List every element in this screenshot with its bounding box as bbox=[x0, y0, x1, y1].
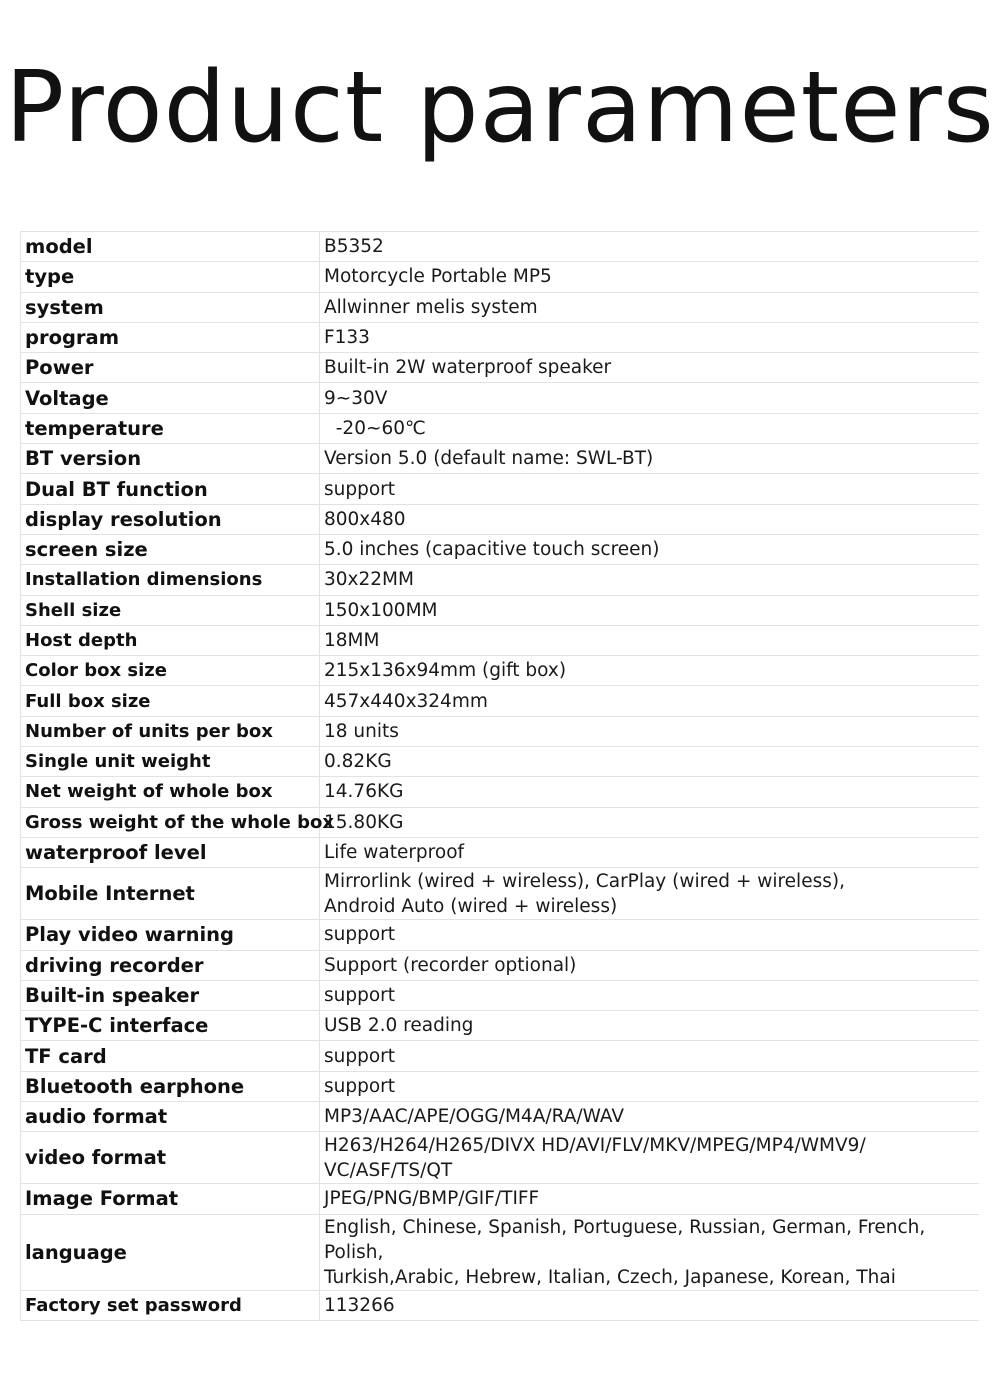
param-label: Net weight of whole box bbox=[21, 777, 320, 807]
table-row bbox=[21, 1184, 979, 1214]
param-value: JPEG/PNG/BMP/GIF/TIFF bbox=[320, 1184, 979, 1214]
param-value: 9~30V bbox=[320, 383, 979, 413]
table-row bbox=[21, 716, 979, 746]
param-label: Installation dimensions bbox=[21, 565, 320, 595]
table-row bbox=[21, 504, 979, 534]
param-value: 14.76KG bbox=[320, 777, 979, 807]
param-value: 18MM bbox=[320, 625, 979, 655]
param-value: 113266 bbox=[320, 1290, 979, 1320]
param-label: Power bbox=[21, 353, 320, 383]
parameters-table bbox=[20, 231, 979, 1321]
table-row bbox=[21, 322, 979, 352]
param-value: Built-in 2W waterproof speaker bbox=[320, 353, 979, 383]
param-value: USB 2.0 reading bbox=[320, 1011, 979, 1041]
param-value: 800x480 bbox=[320, 504, 979, 534]
table-row bbox=[21, 1102, 979, 1132]
param-value: support bbox=[320, 920, 979, 950]
param-label: Voltage bbox=[21, 383, 320, 413]
param-value-line: H263/H264/H265/DIVX HD/AVI/FLV/MKV/MPEG/MP4/WMV9/ bbox=[324, 1134, 866, 1156]
table-row bbox=[21, 413, 979, 443]
table-row bbox=[21, 595, 979, 625]
table-row bbox=[21, 1214, 979, 1290]
param-label: Built-in speaker bbox=[21, 980, 320, 1010]
param-value: 457x440x324mm bbox=[320, 686, 979, 716]
param-label: Factory set password bbox=[21, 1290, 320, 1320]
param-value: support bbox=[320, 1071, 979, 1101]
param-value: Allwinner melis system bbox=[320, 292, 979, 322]
page-title: Product parameters bbox=[5, 51, 995, 165]
table-row bbox=[21, 920, 979, 950]
param-value bbox=[320, 1214, 979, 1290]
param-label: Shell size bbox=[21, 595, 320, 625]
param-label: BT version bbox=[21, 444, 320, 474]
param-label: type bbox=[21, 262, 320, 292]
table-row bbox=[21, 747, 979, 777]
param-value-line: Turkish,Arabic, Hebrew, Italian, Czech, Japanese, Korean, Thai bbox=[324, 1266, 896, 1288]
param-label: Dual BT function bbox=[21, 474, 320, 504]
table-row bbox=[21, 232, 979, 262]
param-value: 15.80KG bbox=[320, 807, 979, 837]
param-value-line: Mirrorlink (wired + wireless), CarPlay (wired + wireless), bbox=[324, 870, 845, 892]
table-row bbox=[21, 625, 979, 655]
param-value: support bbox=[320, 1041, 979, 1071]
table-row bbox=[21, 1132, 979, 1184]
param-value: MP3/AAC/APE/OGG/M4A/RA/WAV bbox=[320, 1102, 979, 1132]
table-row bbox=[21, 807, 979, 837]
param-label: system bbox=[21, 292, 320, 322]
param-value bbox=[320, 1132, 979, 1184]
param-value: 18 units bbox=[320, 716, 979, 746]
table-row bbox=[21, 950, 979, 980]
param-label: TF card bbox=[21, 1041, 320, 1071]
param-label: Single unit weight bbox=[21, 747, 320, 777]
table-row bbox=[21, 565, 979, 595]
param-value: B5352 bbox=[320, 232, 979, 262]
param-value: 5.0 inches (capacitive touch screen) bbox=[320, 534, 979, 564]
table-row bbox=[21, 353, 979, 383]
param-value: Version 5.0 (default name: SWL-BT) bbox=[320, 444, 979, 474]
param-label: driving recorder bbox=[21, 950, 320, 980]
param-label: video format bbox=[21, 1132, 320, 1184]
param-label: audio format bbox=[21, 1102, 320, 1132]
table-row bbox=[21, 1071, 979, 1101]
table-row bbox=[21, 1290, 979, 1320]
table-row bbox=[21, 686, 979, 716]
table-row bbox=[21, 656, 979, 686]
param-label: Color box size bbox=[21, 656, 320, 686]
param-value: 30x22MM bbox=[320, 565, 979, 595]
param-label: program bbox=[21, 322, 320, 352]
param-value: Life waterproof bbox=[320, 837, 979, 867]
param-label: language bbox=[21, 1214, 320, 1290]
table-row bbox=[21, 444, 979, 474]
table-row bbox=[21, 980, 979, 1010]
param-value-line: English, Chinese, Spanish, Portuguese, Russian, German, French, Polish, bbox=[324, 1216, 926, 1263]
table-row bbox=[21, 837, 979, 867]
param-value: F133 bbox=[320, 322, 979, 352]
param-label: Gross weight of the whole box bbox=[21, 807, 320, 837]
table-row bbox=[21, 474, 979, 504]
param-label: display resolution bbox=[21, 504, 320, 534]
table-row bbox=[21, 534, 979, 564]
param-label: Full box size bbox=[21, 686, 320, 716]
param-value: 215x136x94mm (gift box) bbox=[320, 656, 979, 686]
param-label: Bluetooth earphone bbox=[21, 1071, 320, 1101]
param-label: waterproof level bbox=[21, 837, 320, 867]
table-row bbox=[21, 262, 979, 292]
param-label: TYPE-C interface bbox=[21, 1011, 320, 1041]
param-label: Play video warning bbox=[21, 920, 320, 950]
param-value: -20~60℃ bbox=[320, 413, 979, 443]
table-row bbox=[21, 777, 979, 807]
param-label: Mobile Internet bbox=[21, 868, 320, 920]
param-label: model bbox=[21, 232, 320, 262]
param-value: support bbox=[320, 980, 979, 1010]
param-label: Number of units per box bbox=[21, 716, 320, 746]
param-value-line: Android Auto (wired + wireless) bbox=[324, 895, 618, 917]
param-label: screen size bbox=[21, 534, 320, 564]
table-row bbox=[21, 868, 979, 920]
param-label: Host depth bbox=[21, 625, 320, 655]
param-value: Support (recorder optional) bbox=[320, 950, 979, 980]
param-label: temperature bbox=[21, 413, 320, 443]
param-value-line: VC/ASF/TS/QT bbox=[324, 1159, 453, 1181]
param-value: 0.82KG bbox=[320, 747, 979, 777]
table-row bbox=[21, 292, 979, 322]
param-value: support bbox=[320, 474, 979, 504]
param-value: 150x100MM bbox=[320, 595, 979, 625]
param-value bbox=[320, 868, 979, 920]
param-value: Motorcycle Portable MP5 bbox=[320, 262, 979, 292]
table-row bbox=[21, 383, 979, 413]
table-row bbox=[21, 1011, 979, 1041]
param-label: Image Format bbox=[21, 1184, 320, 1214]
table-row bbox=[21, 1041, 979, 1071]
